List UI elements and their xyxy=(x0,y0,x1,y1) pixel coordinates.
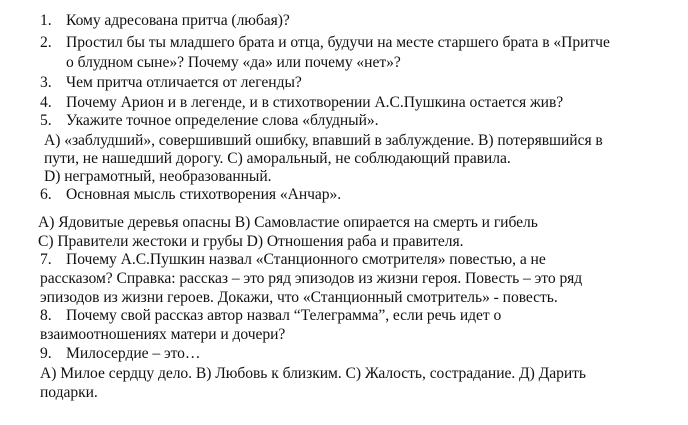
question-8-line-2: взаимоотношениях матери и дочери? xyxy=(40,326,286,343)
question-5-option-line-1: A) «заблудший», совершивший ошибку, впавший в заблуждение. B) потерявшийся в xyxy=(44,132,603,149)
question-5-option-line-2: пути, не нашедший дорогу. C) аморальный, не соблюдающий правила. xyxy=(44,150,511,167)
question-3-text: Чем притча отличается от легенды? xyxy=(66,74,302,91)
question-6-text: Основная мысль стихотворения «Анчар». xyxy=(66,186,342,203)
question-1-line-1 xyxy=(40,12,290,30)
question-8-text: Почему свой рассказ автор назвал “Телеграмма”, если речь идет о xyxy=(66,307,502,324)
question-1-number: 1. xyxy=(40,12,52,29)
question-8-number: 8. xyxy=(40,307,52,324)
question-9-option-line-1: A) Милое сердцу дело. B) Любовь к близким. C) Жалость, сострадание. Д) Дарить xyxy=(40,365,586,382)
question-6-line-1 xyxy=(40,186,341,204)
question-3-number: 3. xyxy=(40,74,52,91)
question-5-line-1 xyxy=(40,112,378,130)
question-7-line-2: рассказом? Справка: рассказ – это ряд эпизодов из жизни героя. Повесть – это ряд xyxy=(40,270,583,287)
question-6-option-line-1: A) Ядовитые деревья опасны B) Самовластие опирается на смерть и гибель xyxy=(38,214,538,231)
question-9-text: Милосердие – это… xyxy=(66,345,201,362)
question-9-number: 9. xyxy=(40,345,52,362)
question-4-number: 4. xyxy=(40,94,52,111)
question-7-number: 7. xyxy=(40,251,52,268)
question-6-option-line-2: C) Правители жестоки и грубы D) Отношения раба и правителя. xyxy=(38,233,464,250)
question-5-text: Укажите точное определение слова «блудный». xyxy=(66,112,379,129)
question-2-line-2: о блудном сыне»? Почему «да» или почему «нет»? xyxy=(66,54,401,71)
question-4-line-1 xyxy=(40,94,563,112)
question-7-line-1 xyxy=(40,251,546,269)
question-4-text: Почему Арион и в легенде, и в стихотворении А.С.Пушкина остается жив? xyxy=(66,94,564,111)
question-8-line-1 xyxy=(40,307,501,325)
question-2-number: 2. xyxy=(40,34,52,51)
question-3-line-1 xyxy=(40,74,302,92)
question-7-line-3: эпизодов из жизни героев. Докажи, что «Станционный смотритель» - повесть. xyxy=(40,289,558,306)
question-9-line-1 xyxy=(40,345,200,363)
question-1-text: Кому адресована притча (любая)? xyxy=(66,12,290,29)
question-6-number: 6. xyxy=(40,186,52,203)
question-7-text: Почему А.С.Пушкин назвал «Станционного смотрителя» повестью, а не xyxy=(66,251,546,268)
question-9-option-line-2: подарки. xyxy=(40,384,98,401)
question-5-option-line-3: D) неграмотный, необразованный. xyxy=(44,168,272,185)
question-2-text: Простил бы ты младшего брата и отца, будучи на месте старшего брата в «Притче xyxy=(66,34,610,51)
question-5-number: 5. xyxy=(40,112,52,129)
question-2-line-1 xyxy=(40,34,610,52)
